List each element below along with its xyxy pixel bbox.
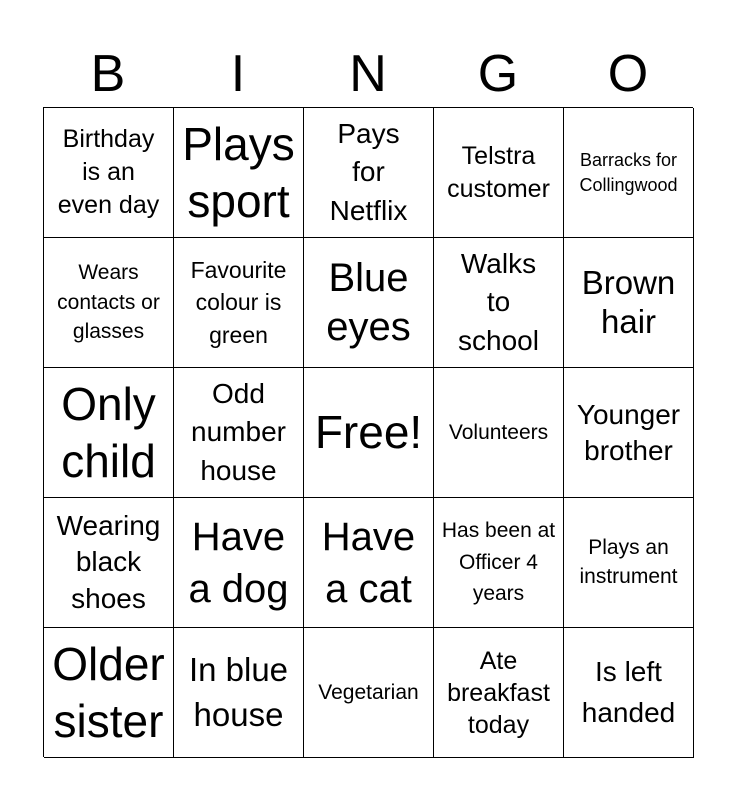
bingo-cell-r3-c4[interactable] [434,368,564,498]
cell-text: Brown hair [581,263,676,340]
bingo-cell-r2-c3[interactable] [304,238,434,368]
cell-text: Only child [61,378,156,487]
bingo-cell-r4-c3[interactable] [304,498,434,628]
bingo-cell-r4-c2[interactable] [174,498,304,628]
header-letter-n: N [349,45,387,103]
cell-text: Vegetarian [318,680,419,704]
bingo-cell-r3-c2[interactable] [174,368,304,498]
cell-text: Plays sport [182,118,295,227]
cell-text: Favourite colour is green [190,256,287,348]
cell-text: Odd number house [191,377,286,486]
bingo-cell-r1-c2[interactable] [174,108,304,238]
bingo-cell-r4-c4[interactable] [434,498,564,628]
cell-text: Have a dog [188,514,289,611]
cell-text: Volunteers [448,420,549,444]
header-letter-i: I [230,45,246,103]
bingo-cell-r1-c4[interactable] [434,108,564,238]
bingo-cell-r4-c1[interactable] [44,498,174,628]
cell-text: Has been at Officer 4 years [441,519,556,606]
cell-text: Have a cat [321,514,416,611]
bingo-cell-r5-c3[interactable] [304,628,434,758]
bingo-cell-r3-c5[interactable] [564,368,694,498]
cell-text: Wears contacts or glasses [57,260,160,344]
header-letter-b: B [90,45,126,103]
bingo-cell-r1-c1[interactable] [44,108,174,238]
bingo-cell-r4-c5[interactable] [564,498,694,628]
bingo-cell-r5-c2[interactable] [174,628,304,758]
bingo-cell-r2-c5[interactable] [564,238,694,368]
bingo-header [43,40,693,108]
bingo-cell-r5-c4[interactable] [434,628,564,758]
bingo-cell-r2-c2[interactable] [174,238,304,368]
header-letter-o: O [607,45,649,103]
header-letter-g: G [477,45,519,103]
bingo-board [43,107,693,757]
cell-text: Birthday is an even day [57,125,160,219]
bingo-cell-r2-c1[interactable] [44,238,174,368]
cell-text: Telstra customer [447,141,550,203]
cell-text: Wearing black shoes [56,509,161,614]
cell-text: Is left handed [581,655,676,728]
bingo-cell-r2-c4[interactable] [434,238,564,368]
cell-text: Younger brother [576,399,681,466]
bingo-cell-r5-c5[interactable] [564,628,694,758]
cell-text: Barracks for Collingwood [579,150,678,195]
cell-text: Plays an instrument [579,535,678,588]
bingo-cell-r3-c1[interactable] [44,368,174,498]
cell-text: In blue house [188,650,289,733]
bingo-cell-r3-c3[interactable] [304,368,434,498]
cell-text: Blue eyes [326,255,411,349]
cell-text: Older sister [52,638,165,747]
cell-text: Pays for Netflix [329,117,408,226]
cell-text: Ate breakfast today [447,646,550,739]
cell-text: Walks to school [458,247,539,356]
bingo-cell-r1-c3[interactable] [304,108,434,238]
bingo-cell-r1-c5[interactable] [564,108,694,238]
cell-text: Free! [314,406,423,459]
bingo-cell-r5-c1[interactable] [44,628,174,758]
